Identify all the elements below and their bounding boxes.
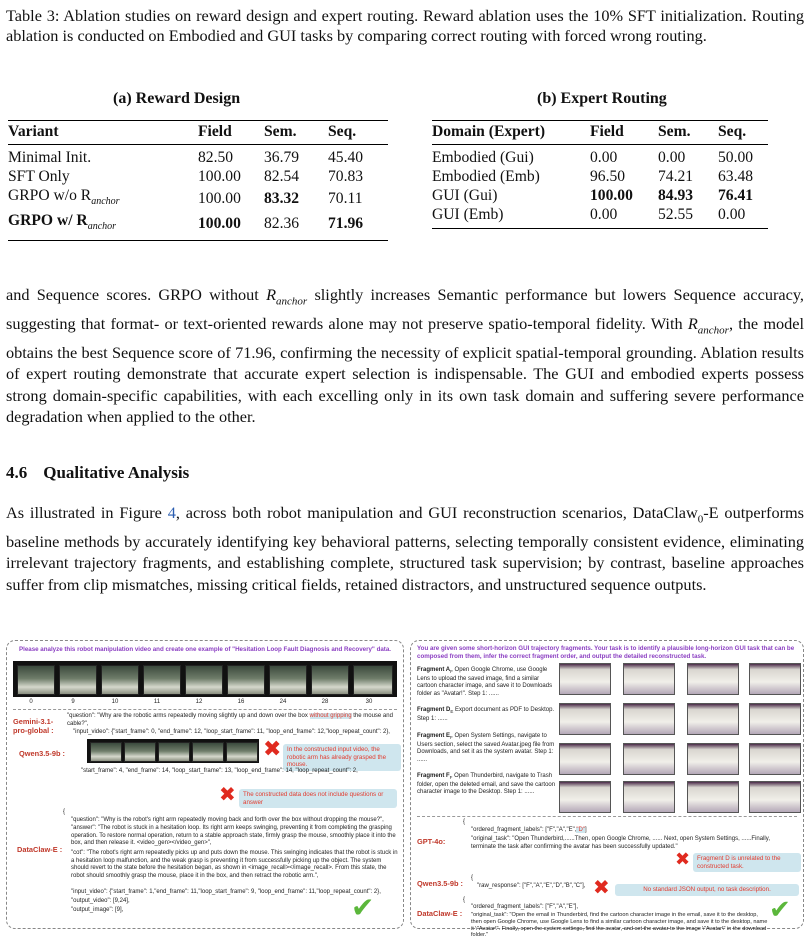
close-icon: ✖ (219, 782, 236, 806)
close-icon: ✖ (675, 849, 691, 870)
fragment-e: Fragment $E_F$ Open System Settings, navigate to Users section, select the saved Avatar.jpeg file from Downloads, and set it as the system avatar. Step 1: ...... (417, 733, 555, 763)
qwen-raw-response: "raw_response": ["F","A","E","D","B","C"], (477, 883, 586, 889)
paragraph-qualitative: As illustrated in Figure 4, across both robot manipulation and GUI reconstruction scenarios, DataClaw$_0$-E outperforms baseline methods by accurately identifying key behavioral patterns, selecting temporally consistent evidence, eliminating irrelevant trajectory fragments, and establishing complete, structured task supervision; by contrast, baseline approaches suffer from clip mismatches, missing critical fields, retained distractors, and unstructured sequence outputs. (6, 503, 805, 594)
table-row: SFT Only 100.00 82.54 70.83 (8, 168, 364, 185)
video-frame (227, 665, 265, 695)
frame-tick: 24 (279, 699, 287, 705)
table-b-title: (b) Expert Routing (537, 90, 667, 107)
gui-frame (749, 781, 801, 813)
dataclaw-input-video: "input_video": {"start_frame": 1,"end_frame": 11,"loop_start_frame": 9, "loop_end_frame": 11,"loop_repeat_count": 2}, (71, 889, 381, 895)
table-b-header-sem: Sem. (658, 123, 691, 140)
gui-screenshot-grid (559, 663, 799, 813)
paragraph-ablation: and Sequence scores. GRPO without $R_{anchor}$ slightly increases Semantic performance but lowers Sequence accuracy, suggesting that format- or text-oriented rewards alone may not preserve spatio-temporal fidelity. With $R_{anchor}$, the model obtains the best Sequence score of 71.96, confirming the necessity of explicit spatial-temporal grounding. Ablation results of expert routing demonstrate that accurate expert selection is indispensable. The GUI and embodied experts possess strong domain-specific capabilities, with each excelling only in its own task domain and suffering severe performance degradation when applied to the other. (6, 285, 805, 426)
check-icon: ✔ (769, 895, 791, 925)
table-b-header-field: Field (590, 123, 624, 140)
table-a (8, 120, 388, 241)
gui-frame (559, 781, 611, 813)
frame-tick: 9 (71, 699, 75, 705)
close-icon: ✖ (263, 737, 282, 762)
table-row: Embodied (Emb) 96.50 74.21 63.48 (432, 168, 754, 185)
qwen-video-strip (87, 739, 259, 763)
gpt-error-note: Fragment D is unrelated to the constructed task. (693, 853, 801, 872)
check-icon: ✔ (351, 891, 375, 924)
frame-tick: 12 (195, 699, 203, 705)
video-frame (17, 665, 55, 695)
gui-frame (559, 663, 611, 695)
gpt-label: GPT-4o: (417, 837, 446, 846)
table-row: Minimal Init. 82.50 36.79 45.40 (8, 149, 364, 166)
gui-frame (687, 743, 739, 775)
table-b-header-seq: Seq. (718, 123, 747, 140)
table-row: GUI (Gui) 100.00 84.93 76.41 (432, 187, 754, 204)
gui-frame (623, 781, 675, 813)
table-b-header-domain: Domain (Expert) (432, 123, 546, 140)
gui-frame (749, 663, 801, 695)
table-row: GUI (Emb) 0.00 52.55 0.00 (432, 206, 746, 223)
table-a-header-sem: Sem. (264, 123, 297, 140)
frame-tick: 10 (111, 699, 119, 705)
close-icon: ✖ (593, 875, 610, 899)
gemini-question: "question": "Why are the robotic arms repeatedly moving slightly up and down over the box without gripping the mouse and cable?", (67, 713, 393, 727)
figure-link[interactable]: 4 (167, 503, 176, 522)
gemini-input-video: "input_video": {"start_frame": 0, "end_frame": 12, "loop_start_frame": 11, "loop_end_frame": 12,"loop_repeat_count": 2}, (73, 729, 390, 735)
dataclaw-label-left: DataClaw-E : (17, 845, 63, 854)
qwen-error-note: The constructed data does not include questions or answer (239, 789, 397, 808)
qwen-input-video: "start_frame": 4, "end_frame": 14, "loop_start_frame": 13, "loop_end_frame": 14, "loop_repeat_count": 2, (81, 768, 358, 774)
gui-frame (749, 703, 801, 735)
fragment-a: Fragment $A_F$ Open Google Chrome, use Google Lens to upload the saved image, find a similar cartoon character image, and save it to Downloads folder as "Avatar!". Step 1: ...... (417, 667, 553, 697)
figure-gui-panel: You are given some short-horizon GUI trajectory fragments. Your task is to identify a plausible long-horizon GUI task that can be composed from them, infer the correct fragment order, and output the detailed reconstructed task. Fragment $A_F$ Open Google Chrome, use Google Lens to upload the saved image, find a similar cartoon character image, and save it to Downloads folder as "Avatar!". Step 1: ...... Fragment $D_E$ Export document as PDF to Desktop. Step 1: ...... Fragment $E_F$ Open System Settings, navigate to Users section, select the saved Avatar.jpeg file from Downloads, and set it as the system avatar. Step 1: ...... Fragment $F_F$ Open Thunderbird, navigate to Trash folder, open the deleted email, and save the cartoon character image to the Desktop. Step 1: ...... { "ordered_fragment_labels": ["F","A","E","D"] GPT-4o: "original_task": "Open Thunderbird,......Then, open Google Chrome, ...... Next, open System Settings, ......Finally, terminate the task after confirming the avatar has been successfully updated." ✖ Fragment D is unrelated to the constructed task. Qwen3.5-9b : { "raw_response": ["F","A","E","D","B","C"], ✖ No standard JSON output, no task description. { "ordered_fragment_labels": ["F","A","E"], DataClaw-E : "original_task": "Open the email in Thunderbird, find the cartoon character image in the email, save it to the desktop, then open Google Chrome, use Google Lens to find a similar cartoon character image, and save it to the desktop, name it \"Avatar\". Finally, open the system settings, find the avatar, and set the avatar to the image \"Avatar\" in the download folder." ✔ (410, 640, 804, 929)
robot-prompt: Please analyze this robot manipulation video and create one example of "Hesitation Loop Fault Diagnosis and Recovery" data. (18, 646, 392, 653)
video-frame (143, 665, 181, 695)
video-frame (101, 665, 139, 695)
gui-frame (559, 703, 611, 735)
dataclaw-output-video: "output_video": [9,24], (71, 898, 130, 904)
frame-tick: 30 (365, 699, 373, 705)
gpt-ordered-labels: "ordered_fragment_labels": ["F","A","E","D"] (471, 827, 587, 833)
table-row: GRPO w/ $R_{anchor}$ 100.00 82.36 71.96 (8, 212, 364, 233)
gemini-error-note: In the constructed input video, the robotic arm has already grasped the mouse. (283, 744, 401, 771)
section-heading: 4.6 Qualitative Analysis (6, 463, 190, 482)
qwen-label-left: Qwen3.5-9b : (19, 749, 65, 758)
table-a-title: (a) Reward Design (113, 90, 241, 107)
dataclaw-original-task: "original_task": "Open the email in Thunderbird, find the cartoon character image in the email, save it to the desktop, then open Google Chrome, use Google Lens to find a similar cartoon character image, and save it to the desktop, name it \"Avatar\". Finally, open the system settings, find the avatar, and set the avatar to the image \"Avatar\" in the download folder." (471, 912, 768, 939)
table-a-header-field: Field (198, 123, 232, 140)
table-row: Embodied (Gui) 0.00 0.00 50.00 (432, 149, 754, 166)
table-a-header-seq: Seq. (328, 123, 357, 140)
video-frame (185, 665, 223, 695)
robot-video-strip (13, 661, 397, 697)
fragment-d: Fragment $D_E$ Export document as PDF to Desktop. Step 1: ...... (417, 707, 555, 722)
gui-prompt: You are given some short-horizon GUI trajectory fragments. Your task is to identify a plausible long-horizon GUI task that can be composed from them, infer the correct fragment order, and output the detailed reconstructed task. (417, 645, 795, 660)
gemini-label: Gemini-3.1-pro-global : (13, 717, 54, 735)
table-row: GRPO w/o $R_{anchor}$ 100.00 83.32 70.11 (8, 187, 363, 208)
video-frame (311, 665, 349, 695)
dataclaw-answer: "answer": "The robot is stuck in a hesitation loop. Its right arm keeps swinging, preventing it from completing the grasping operation. To restore normal operation, return to a stable approach state, firmly grasp the mouse, smoothly place it into the box, and then release it. <video_gen></video_gen>", (71, 825, 396, 847)
table-caption: Table 3: Ablation studies on reward design and expert routing. Reward ablation uses the 10% SFT initialization. Routing ablation is conducted on Embodied and GUI tasks by comparing correct routing with forced wrong routing. (6, 6, 804, 45)
gui-frame (687, 663, 739, 695)
gui-frame (687, 703, 739, 735)
dataclaw-question: "question": "Why is the robot's right arm repeatedly moving back and forth over the box without dropping the mouse?", (71, 817, 384, 823)
gui-frame (559, 743, 611, 775)
gpt-original-task: "original_task": "Open Thunderbird,......Then, open Google Chrome, ...... Next, open System Settings, ......Finally, terminate the task after confirming the avatar has been successfully updated." (471, 836, 770, 850)
frame-tick: 0 (29, 699, 33, 705)
video-frame (269, 665, 307, 695)
figure-robot-panel: Please analyze this robot manipulation video and create one example of "Hesitation Loop Fault Diagnosis and Recovery" data. 0 9 10 11 12 16 24 28 30 Gemini-3.1-pro-global : "question": "Why are the robotic arms repeatedly moving slightly up and down over the box without gripping the mouse and cable?", "input_video": {"start_frame": 0, "end_frame": 12, "loop_start_frame": 11, "loop_end_frame": 12,"loop_repeat_count": 2}, Qwen3.5-9b : ✖ In the constructed input video, the robotic arm has already grasped the mouse. "start_frame": 4, "end_frame": 14, "loop_start_frame": 13, "loop_end_frame": 14, "loop_repeat_count": 2, ✖ The constructed data does not include questions or answer { "question": "Why is the robot's right arm repeatedly moving back and forth over the box without dropping the mouse?", DataClaw-E : "answer": "The robot is stuck in a hesitation loop. Its right arm keeps swinging, preventing it from completing the grasping operation. To restore normal operation, return to a stable approach state, firmly grasp the mouse, smoothly place it into the box, and then release it. <video_gen></video_gen>", "cot": "The robot's right arm repeatedly picks up and puts down the mouse. This swinging indicates that the robot is stuck in a hesitation loop malfunction, and the weak grasp is preventing it from successfully picking up the object. The system should revert to the state before the hesitation began, as shown in <image_recall></image_recall>. From this state, the robot should smoothly grasp the mouse, place it in the box, and then retract the robotic arm.", "input_video": {"start_frame": 1,"end_frame": 11,"loop_start_frame": 9, "loop_end_frame": 11,"loop_repeat_count": 2}, "output_video": [9,24], "output_image": [9], ✔ (6, 640, 404, 929)
gui-frame (687, 781, 739, 813)
video-frame (59, 665, 97, 695)
gui-frame (623, 663, 675, 695)
dataclaw-ordered-labels: "ordered_fragment_labels": ["F","A","E"], (471, 904, 579, 910)
qwen-label-right: Qwen3.5-9b : (417, 879, 463, 888)
fragment-f: Fragment $F_F$ Open Thunderbird, navigate to Trash folder, open the deleted email, and save the cartoon character image to the Desktop. Step 1: ...... (417, 773, 556, 796)
frame-tick: 28 (321, 699, 329, 705)
dataclaw-label-right: DataClaw-E : (417, 909, 463, 918)
gui-frame (623, 743, 675, 775)
gui-frame (623, 703, 675, 735)
video-frame (353, 665, 393, 695)
gui-frame (749, 743, 801, 775)
frame-tick: 11 (153, 699, 161, 705)
dataclaw-cot: "cot": "The robot's right arm repeatedly picks up and puts down the mouse. This swinging indicates that the robot is stuck in a hesitation loop malfunction, and the weak grasp is preventing it from successfully picking up the object. The system should revert to the state before the hesitation began, as shown in <image_recall></image_recall>. From this state, the robot should smoothly grasp the mouse, place it in the box, and then retract the robotic arm.", (71, 850, 398, 879)
dataclaw-output-image: "output_image": [9], (71, 907, 124, 913)
table-a-header-variant: Variant (8, 123, 59, 140)
table-b (432, 120, 768, 229)
frame-tick: 16 (237, 699, 245, 705)
qwen-right-error-note: No standard JSON output, no task description. (615, 884, 799, 896)
